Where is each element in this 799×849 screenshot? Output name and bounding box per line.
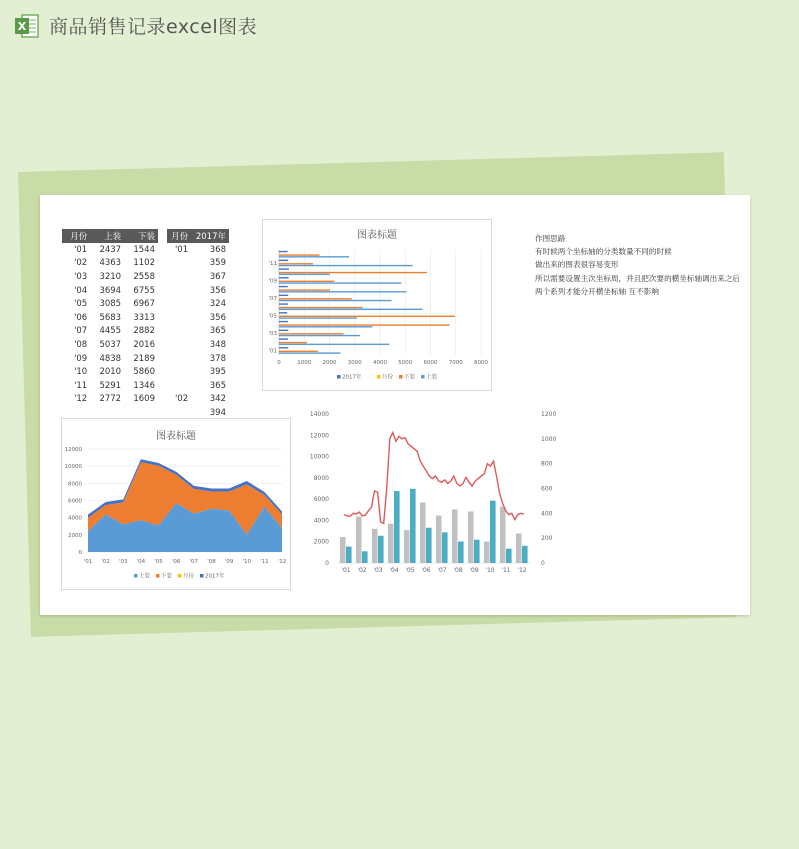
y-tick-label: 6000 [68,498,82,505]
bar-下装 [378,536,384,563]
table-cell[interactable]: 4838 [99,353,122,364]
chart-title: 图表标题 [156,431,196,442]
bar-下装 [279,316,455,317]
x-tick-label: 6000 [423,360,438,366]
bar-上装 [436,516,442,563]
x-tick-label: '01 [83,559,93,565]
x-tick-label: '05 [154,559,163,565]
bar-下装 [279,272,427,273]
excel-icon [14,13,40,39]
x-tick-label: 3000 [347,360,362,366]
bar-上装 [279,317,357,318]
y-tick-label: '09 [268,278,277,285]
bar-2017年 [279,303,288,304]
table-cell[interactable]: 3210 [99,271,122,282]
x-tick-label: '06 [171,559,181,565]
y-tick-label: 4000 [68,515,82,522]
bar-上装 [279,335,360,336]
table-row [167,311,229,325]
column-header: 月份 [167,229,191,243]
header [14,12,257,39]
bar-下装 [490,501,496,563]
table-row [62,311,158,325]
x-tick-label: '11 [501,567,511,574]
x-tick-label: '04 [136,559,146,565]
x-tick-label: 2000 [322,360,337,366]
table-cell[interactable]: '03 [74,271,88,282]
line-2017年 [344,433,524,524]
legend-swatch [421,375,425,379]
legend-swatch [134,574,138,578]
table-cell[interactable]: '05 [74,299,88,310]
table-row [62,243,158,257]
bar-下装 [506,549,512,563]
bar-上装 [468,512,474,563]
table-row [62,365,158,379]
legend-label: 上装 [426,374,438,381]
table-cell[interactable]: 378 [209,353,226,364]
horizontal-bar-plot [263,220,491,390]
table-cell[interactable] [167,379,191,393]
bar-上装 [484,542,490,563]
y-tick-label: 8000 [68,481,82,488]
table-cell[interactable] [167,311,191,325]
table-cell[interactable]: 2437 [99,244,122,255]
x-tick-label: '07 [437,567,447,574]
x-tick-label: '05 [405,567,415,574]
x-tick-label: 0 [277,360,281,366]
bar-上装 [279,326,372,327]
table-cell[interactable]: '06 [74,312,88,323]
y-tick-label: 0 [78,550,82,556]
column-header: 2017年 [191,229,229,243]
column-header: 月份 [62,229,90,243]
bar-2017年 [279,260,288,261]
table-cell[interactable]: 2016 [133,339,155,350]
bar-2017年 [279,286,288,287]
table-cell[interactable]: 3313 [133,312,155,323]
table-cell[interactable]: 4363 [99,258,122,269]
sales-table [62,229,158,406]
notes-line: 两个系列才能分开横坐标轴 互不影响 [535,286,659,296]
chart-title: 图表标题 [357,230,397,241]
legend-swatch [156,574,160,578]
table-cell[interactable]: 2010 [99,367,122,378]
bar-下装 [442,532,448,563]
table-cell[interactable]: 4455 [99,326,122,337]
bar-下装 [279,298,352,299]
legend-swatch [377,375,381,379]
notes-line: 做出来的图表很容易变形 [535,260,619,270]
legend-label: 2017年 [205,573,225,580]
table-cell[interactable]: 5291 [99,380,122,391]
x-tick-label: '10 [485,567,495,574]
x-tick-label: 5000 [398,360,413,366]
table-cell[interactable] [167,338,191,352]
combo-bar-line-chart[interactable] [308,395,568,595]
table-cell[interactable]: 5037 [99,339,122,350]
bar-上装 [372,529,378,563]
table-row [167,352,229,366]
y-tick-label: 12000 [309,432,329,440]
y-tick-label: 2000 [313,538,329,546]
y2-tick-label: 800 [541,460,553,468]
table-cell[interactable]: 365 [209,326,226,337]
table-cell[interactable]: 359 [209,258,226,269]
y-tick-label: '01 [268,348,277,355]
y-tick-label: 2000 [68,532,82,539]
bar-下装 [458,542,464,563]
area-chart[interactable] [61,418,291,590]
bar-下装 [426,528,432,563]
x-tick-label: '02 [357,567,367,574]
y-tick-label: '03 [268,331,277,338]
svg-text:X: X [17,19,27,33]
bar-下装 [279,324,450,325]
bar-上装 [516,533,522,563]
table-cell[interactable] [167,352,191,366]
table-row [62,352,158,366]
bar-下装 [279,281,334,282]
y-tick-label: '07 [268,296,277,303]
table-row [167,284,229,298]
table-cell[interactable]: 394 [209,407,226,418]
x-tick-label: 4000 [373,360,387,366]
table-row [167,257,229,271]
legend-label: 下装 [161,573,173,580]
table-cell[interactable]: '08 [74,339,88,350]
bar-上装 [279,265,413,266]
table-cell[interactable]: '04 [74,285,88,296]
table-cell[interactable] [167,257,191,271]
legend-swatch [399,375,403,379]
x-tick-label: 7000 [448,360,463,366]
bar-2017年 [279,251,288,252]
table-cell[interactable]: 2772 [99,394,122,405]
y-tick-label: 14000 [309,411,329,418]
table-cell[interactable]: 2882 [133,326,155,337]
x-tick-label: '04 [389,567,399,574]
table-cell[interactable]: '01 [74,244,88,255]
table-cell[interactable] [167,365,191,379]
x-tick-label: '03 [373,567,383,574]
bar-上装 [388,524,394,563]
table-cell[interactable]: '12 [74,394,88,405]
bar-上装 [279,300,391,301]
bar-2017年 [279,268,289,269]
table-cell[interactable]: 1609 [133,394,155,405]
x-tick-label: '12 [277,559,287,565]
x-tick-label: '09 [224,559,234,565]
bar-下装 [362,551,368,563]
table-row [62,325,158,339]
x-tick-label: '02 [101,559,110,565]
bar-上装 [500,507,506,563]
bar-上装 [279,282,401,283]
bar-下装 [474,540,480,563]
bar-下装 [279,333,344,334]
legend-label: 下装 [404,374,416,381]
bar-2017年 [279,330,288,331]
x-tick-label: '08 [453,567,463,574]
bar-下装 [279,254,320,255]
bar-上装 [340,537,346,563]
x-tick-label: '08 [207,559,216,565]
column-header: 下装 [124,229,158,243]
x-tick-label: '03 [119,559,128,565]
table-cell[interactable]: 6755 [133,285,155,296]
bar-上装 [356,517,362,563]
bar-上装 [279,291,406,292]
bar-下装 [279,307,363,308]
table-cell[interactable] [167,284,191,298]
bar-2017年 [279,277,289,278]
table-cell[interactable]: '02 [74,258,88,269]
table-row [167,243,229,257]
x-tick-label: '06 [421,567,431,574]
table-cell[interactable]: '10 [74,367,88,378]
bar-下装 [522,546,528,563]
legend-swatch [200,574,204,578]
table-cell[interactable]: 5860 [133,367,155,378]
x-tick-label: '07 [189,559,199,565]
table-cell[interactable]: 365 [209,380,226,391]
table-row [62,393,158,407]
table-row [62,257,158,271]
table-cell[interactable]: 1544 [133,244,155,255]
table-row [62,270,158,284]
bar-上装 [279,256,349,257]
x-tick-label: '10 [242,559,251,565]
table-cell[interactable]: 3085 [99,299,122,310]
column-header: 上装 [90,229,124,243]
bar-下装 [394,491,400,563]
bar-2017年 [279,295,288,296]
notes [535,232,740,298]
bar-下装 [279,342,307,343]
bar-2017年 [279,338,288,339]
legend-swatch [178,574,182,578]
y-tick-label: 10000 [309,453,329,461]
notes-line: 作图思路 [535,234,566,243]
bar-上装 [279,352,341,353]
bar-上装 [420,503,426,563]
table-cell[interactable]: 356 [209,312,226,323]
y-tick-label: '05 [268,313,277,320]
year-table [167,229,229,420]
table-cell[interactable]: 2558 [133,271,155,282]
table-cell[interactable]: '01 [174,244,189,255]
y2-tick-label: 0 [541,560,545,567]
table-cell[interactable]: 342 [209,394,226,405]
x-tick-label: 1000 [297,360,312,366]
table-row [167,379,229,393]
legend-swatch [337,375,341,379]
legend-label: 月份 [183,573,195,580]
y-tick-label: '11 [268,261,277,268]
bar-上装 [279,309,422,310]
bar-2017年 [279,321,288,322]
bar-下装 [346,547,352,563]
table-cell[interactable] [167,297,191,311]
y-tick-label: 0 [325,560,329,567]
bar-2017年 [279,347,288,348]
table-cell[interactable]: 1102 [133,258,155,269]
bar-下装 [279,263,313,264]
table-row [167,297,229,311]
y2-tick-label: 600 [541,485,553,493]
bar-上装 [279,274,330,275]
y-tick-label: 10000 [64,464,82,471]
notes-line: 有时候两个坐标轴的分类数量不同的时候 [535,247,672,257]
y-tick-label: 6000 [313,496,329,504]
table-row [167,365,229,379]
x-tick-label: '09 [469,567,479,574]
table-cell[interactable]: 2189 [133,353,155,364]
notes-line: 所以需要设置主次坐标周，并且把次要的横坐标轴调出来之后 [535,273,741,283]
x-tick-label: '12 [517,567,527,574]
y2-tick-label: 1200 [541,411,557,418]
y2-tick-label: 200 [541,535,553,543]
table-row [167,325,229,339]
y-tick-label: 12000 [64,447,82,453]
table-cell[interactable]: 367 [209,271,226,282]
x-tick-label: 8000 [474,360,488,366]
legend-label: 上装 [139,573,151,580]
table-cell[interactable]: 3694 [99,285,122,296]
table-cell[interactable]: 356 [209,285,226,296]
y2-tick-label: 400 [541,510,553,518]
table-row [62,284,158,298]
bar-下装 [279,351,318,352]
page-title: 商品销售记录excel图表 [49,16,258,38]
table-cell[interactable]: 1346 [133,380,155,391]
table-cell[interactable] [167,325,191,339]
bar-2017年 [279,312,287,313]
table-cell[interactable]: '09 [74,353,88,364]
table-cell[interactable]: 348 [209,339,226,350]
bar-下装 [410,489,416,563]
table-row [62,379,158,393]
y-tick-label: 8000 [313,474,329,482]
table-row [62,338,158,352]
legend-label: 2017年 [342,374,362,381]
table-row [62,297,158,311]
bar-下装 [279,289,330,290]
table-cell[interactable]: 5683 [99,312,122,323]
x-tick-label: '01 [341,567,351,574]
table-cell[interactable]: 324 [209,299,226,310]
area-plot [62,419,290,589]
table-row [167,393,229,407]
table-cell[interactable]: '11 [74,380,88,391]
horizontal-bar-chart[interactable] [262,219,492,391]
y2-tick-label: 1000 [541,435,557,443]
table-cell[interactable]: '02 [174,394,189,405]
y-tick-label: 4000 [313,517,329,525]
bar-上装 [452,509,458,563]
x-tick-label: '11 [260,559,269,565]
table-row [167,270,229,284]
bar-上装 [279,344,389,345]
legend-label: 月份 [382,374,394,381]
table-cell[interactable]: '07 [74,326,88,337]
table-cell[interactable]: 6967 [133,299,155,310]
table-cell[interactable]: 395 [209,367,226,378]
bar-上装 [404,530,410,563]
table-row [167,338,229,352]
table-cell[interactable] [167,270,191,284]
table-cell[interactable]: 368 [209,244,226,255]
